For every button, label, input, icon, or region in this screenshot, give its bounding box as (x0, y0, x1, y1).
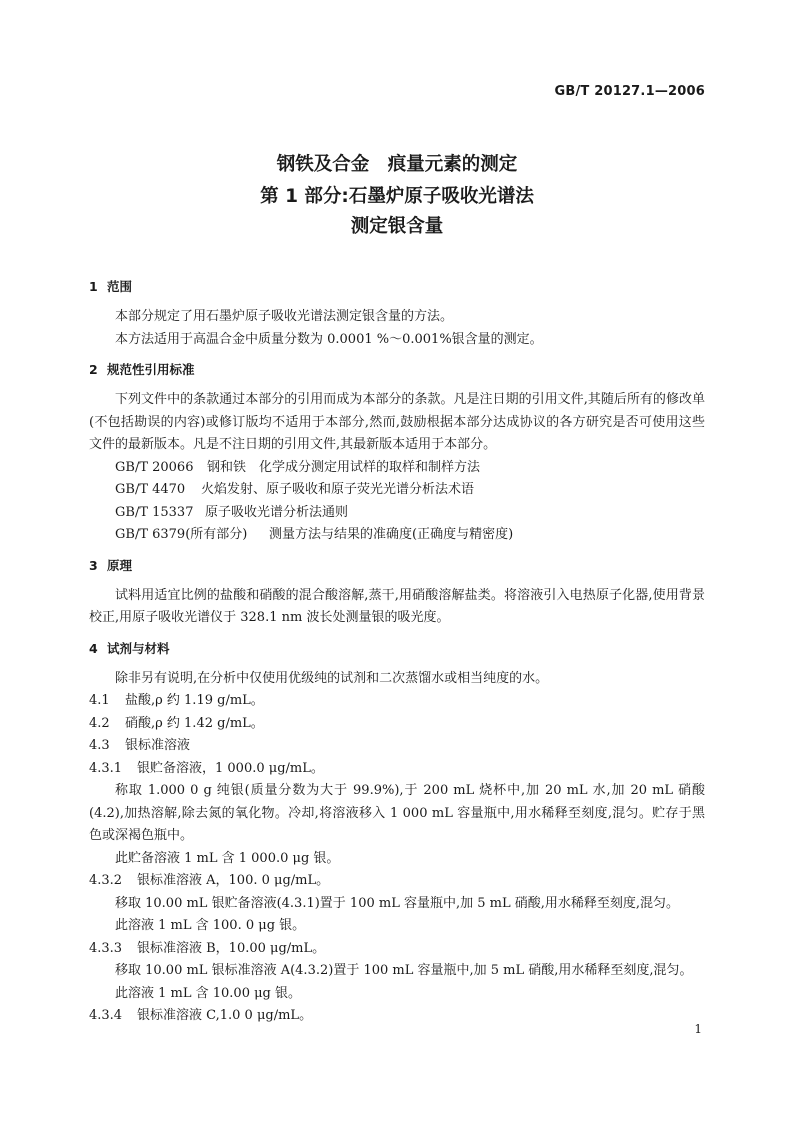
clause-4-3-3 (89, 938, 705, 961)
clause-4-3 (89, 735, 705, 758)
section-3-heading (89, 555, 705, 577)
title-line-3: 测定银含量 (350, 216, 444, 237)
paragraph: 此溶液 1 mL 含 100. 0 μg 银。 (115, 918, 306, 933)
reference-title: 测量方法与结果的准确度(正确度与精密度) (269, 527, 514, 542)
reference-title: 原子吸收光谱分析法通则 (205, 504, 349, 520)
reference-item (89, 502, 705, 525)
clause-text: 盐酸,ρ 约 1.19 g/mL。 (125, 693, 264, 708)
reference-title: 火焰发射、原子吸收和原子荧光光谱分析法术语 (201, 482, 475, 497)
paragraph: 此贮备溶液 1 mL 含 1 000.0 μg 银。 (115, 850, 340, 866)
reference-code: GB/T 20066 (115, 459, 194, 475)
section-4-heading (89, 638, 705, 660)
reference-code: GB/T 4470 (115, 482, 186, 497)
paragraph: 移取 10.00 mL 银贮备溶液(4.3.1)置于 100 mL 容量瓶中,加 5 mL 硝酸,用水稀释至刻度,混匀。 (115, 895, 679, 911)
clause-number: 4.3.4 (89, 1008, 123, 1023)
section-title: 范围 (107, 279, 133, 294)
reference-item (89, 524, 705, 547)
reference-title: 钢和铁 化学成分测定用试样的取样和制样方法 (207, 459, 481, 475)
section-1-heading (89, 276, 705, 298)
section-title: 规范性引用标准 (107, 362, 195, 377)
section-title: 原理 (107, 557, 133, 573)
paragraph: 本部分规定了用石墨炉原子吸收光谱法测定银含量的方法。 (115, 309, 454, 324)
section-number: 2 (89, 362, 98, 377)
clause-4-1 (89, 690, 705, 713)
clause-number: 4.3.1 (89, 760, 123, 776)
title-line-2: 第 1 部分:石墨炉原子吸收光谱法 (260, 186, 534, 207)
clause-number: 4.3 (89, 738, 110, 753)
section-number: 3 (89, 557, 98, 573)
section-number: 4 (89, 640, 98, 656)
paragraph: 本方法适用于高温合金中质量分数为 0.0001 %～0.001%银含量的测定。 (115, 331, 543, 347)
paragraph: 试料用适宜比例的盐酸和硝酸的混合酸溶解,蒸干,用硝酸溶解盐类。将溶液引入电热原子化器,使用背景校正,用原子吸收光谱仪于 328.1 nm 波长处测量银的吸光度。 (89, 587, 705, 625)
clause-4-3-4 (89, 1005, 705, 1028)
clause-number: 4.1 (89, 693, 110, 708)
clause-number: 4.3.3 (89, 940, 123, 956)
clause-4-3-2 (89, 870, 705, 893)
page-number: 1 (694, 1022, 702, 1036)
section-2-heading (89, 359, 705, 381)
clause-text: 硝酸,ρ 约 1.42 g/mL。 (125, 715, 264, 731)
reference-item (89, 457, 705, 480)
paragraph: 移取 10.00 mL 银标准溶液 A(4.3.2)置于 100 mL 容量瓶中,加 5 mL 硝酸,用水稀释至刻度,混匀。 (115, 963, 693, 978)
section-number: 1 (89, 279, 98, 294)
reference-code: GB/T 15337 (115, 504, 194, 520)
paragraph: 此溶液 1 mL 含 10.00 μg 银。 (115, 985, 302, 1001)
reference-code: GB/T 6379(所有部分) (115, 527, 248, 542)
title-line-1: 钢铁及合金 痕量元素的测定 (276, 154, 518, 175)
clause-4-2 (89, 713, 705, 736)
clause-number: 4.3.2 (89, 873, 123, 888)
standard-code: GB/T 20127.1—2006 (554, 84, 705, 99)
section-title: 试剂与材料 (107, 640, 170, 656)
paragraph: 称取 1.000 0 g 纯银(质量分数为大于 99.9%),于 200 mL 烧杯中,加 20 mL 水,加 20 mL 硝酸(4.2),加热溶解,除去氮的氧化物。冷却,将溶液移入 1 000 mL 容量瓶中,用水稀释至刻度,混匀。贮存于黑色或深褐色瓶中。 (89, 783, 705, 843)
clause-text: 银标准溶液 B，10.00 μg/mL。 (137, 940, 326, 956)
clause-text: 银标准溶液 (125, 738, 191, 753)
clause-text: 银标准溶液 A，100. 0 μg/mL。 (137, 873, 330, 888)
paragraph: 除非另有说明,在分析中仅使用优级纯的试剂和二次蒸馏水或相当纯度的水。 (115, 670, 549, 686)
clause-number: 4.2 (89, 715, 110, 731)
paragraph: 下列文件中的条款通过本部分的引用而成为本部分的条款。凡是注日期的引用文件,其随后所有的修改单(不包括勘误的内容)或修订版均不适用于本部分,然而,鼓励根据本部分达成协议的各方研究是否可使用这些文件的最新版本。凡是不注日期的引用文件,其最新版本适用于本部分。 (89, 392, 705, 452)
clause-text: 银贮备溶液，1 000.0 μg/mL。 (137, 760, 324, 776)
clause-4-3-1 (89, 758, 705, 781)
reference-item (89, 479, 705, 502)
clause-text: 银标准溶液 C,1.0 0 μg/mL。 (137, 1008, 313, 1023)
document-body (89, 276, 705, 1028)
